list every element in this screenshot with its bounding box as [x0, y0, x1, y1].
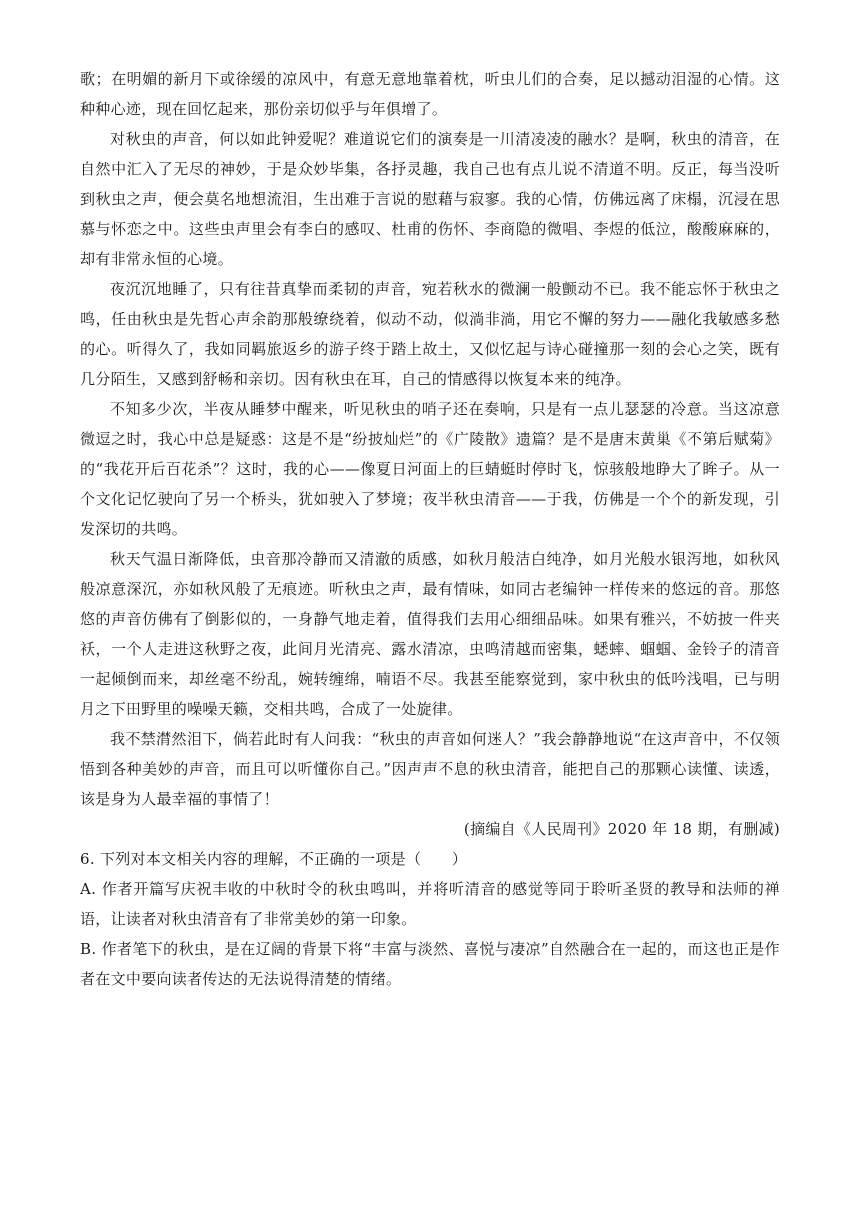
document-page	[80, 64, 780, 994]
article-source: (摘编自《人民周刊》2020 年 18 期，有删减)	[463, 820, 780, 838]
article-paragraph-3: 夜沉沉地睡了，只有往昔真挚而柔韧的声音，宛若秋水的微澜一般颤动不已。我不能忘怀于秋虫之鸣，任由秋虫是先哲心声余韵那般缭绕着，似动不动，似淌非淌，用它不懈的努力——融化我敏感多愁的心。听得久了，我如同羁旅返乡的游子终于踏上故土，又似忆起与诗心碰撞那一刻的会心之笑，既有几分陌生，又感到舒畅和亲切。因有秋虫在耳，自己的情感得以恢复本来的纯净。	[80, 280, 780, 388]
article-paragraph-4: 不知多少次，半夜从睡梦中醒来，听见秋虫的哨子还在奏响，只是有一点儿瑟瑟的冷意。当这凉意微逗之时，我心中总是疑惑：这是不是“纷披灿烂”的《广陵散》遗篇？是不是唐末黄巢《不第后赋菊》的“我花开后百花杀”？这时，我的心——像夏日河面上的巨蜻蜓时停时飞，惊骇般地睁大了眸子。从一个文化记忆驶向了另一个桥头，犹如驶入了梦境；夜半秋虫清音——于我，仿佛是一个个的新发现，引发深切的共鸣。	[80, 400, 780, 538]
question-option-b: B. 作者笔下的秋虫，是在辽阔的背景下将“丰富与淡然、喜悦与凄凉”自然融合在一起的，而这也正是作者在文中要向读者传达的无法说得清楚的情绪。	[80, 940, 780, 988]
question-option-a: A. 作者开篇写庆祝丰收的中秋时令的秋虫鸣叫，并将听清音的感觉等同于聆听圣贤的教导和法师的禅语，让读者对秋虫清音有了非常美妙的第一印象。	[80, 880, 780, 928]
article-paragraph-2: 对秋虫的声音，何以如此钟爱呢？难道说它们的演奏是一川清凌凌的融水？是啊，秋虫的清音，在自然中汇入了无尽的神妙，于是众妙毕集，各抒灵趣，我自己也有点儿说不清道不明。反正，每当没听到秋虫之声，便会莫名地想流泪，生出难于言说的慰藉与寂寥。我的心情，仿佛远离了床榻，沉浸在思慕与怀恋之中。这些虫声里会有李白的感叹、杜甫的伤怀、李商隐的微唱、李煜的低泣，酸酸麻麻的，却有非常永恒的心境。	[80, 130, 780, 268]
article-paragraph-5: 秋天气温日渐降低，虫音那冷静而又清澈的质感，如秋月般洁白纯净，如月光般水银泻地，如秋风般凉意深沉，亦如秋风般了无痕迹。听秋虫之声，最有情味，如同古老编钟一样传来的悠远的音。那悠悠的声音仿佛有了倒影似的，一身静气地走着，值得我们去用心细细品味。如果有雅兴，不妨披一件夹袄，一个人走进这秋野之夜，此间月光清亮、露水清凉，虫鸣清越而密集，蟋蟀、蝈蝈、金铃子的清音一起倾倒而来，却丝毫不纷乱，婉转缠绵，喃语不尽。我甚至能察觉到，家中秋虫的低吟浅唱，已与明月之下田野里的噪噪天籁，交相共鸣，合成了一处旋律。	[80, 550, 780, 718]
question-stem: 6. 下列对本文相关内容的理解，不正确的一项是（ ）	[80, 850, 468, 868]
article-paragraph-1: 歌；在明媚的新月下或徐缓的凉风中，有意无意地靠着枕，听虫儿们的合奏，足以撼动泪湿的心情。这种种心迹，现在回忆起来，那份亲切似乎与年俱增了。	[80, 70, 780, 118]
article-paragraph-6: 我不禁潸然泪下，倘若此时有人问我：“秋虫的声音如何迷人？”我会静静地说“在这声音中，不仅领悟到各种美妙的声音，而且可以听懂你自己。”因声声不息的秋虫清音，能把自己的那颗心读懂、读透，该是身为人最幸福的事情了！	[80, 730, 780, 808]
